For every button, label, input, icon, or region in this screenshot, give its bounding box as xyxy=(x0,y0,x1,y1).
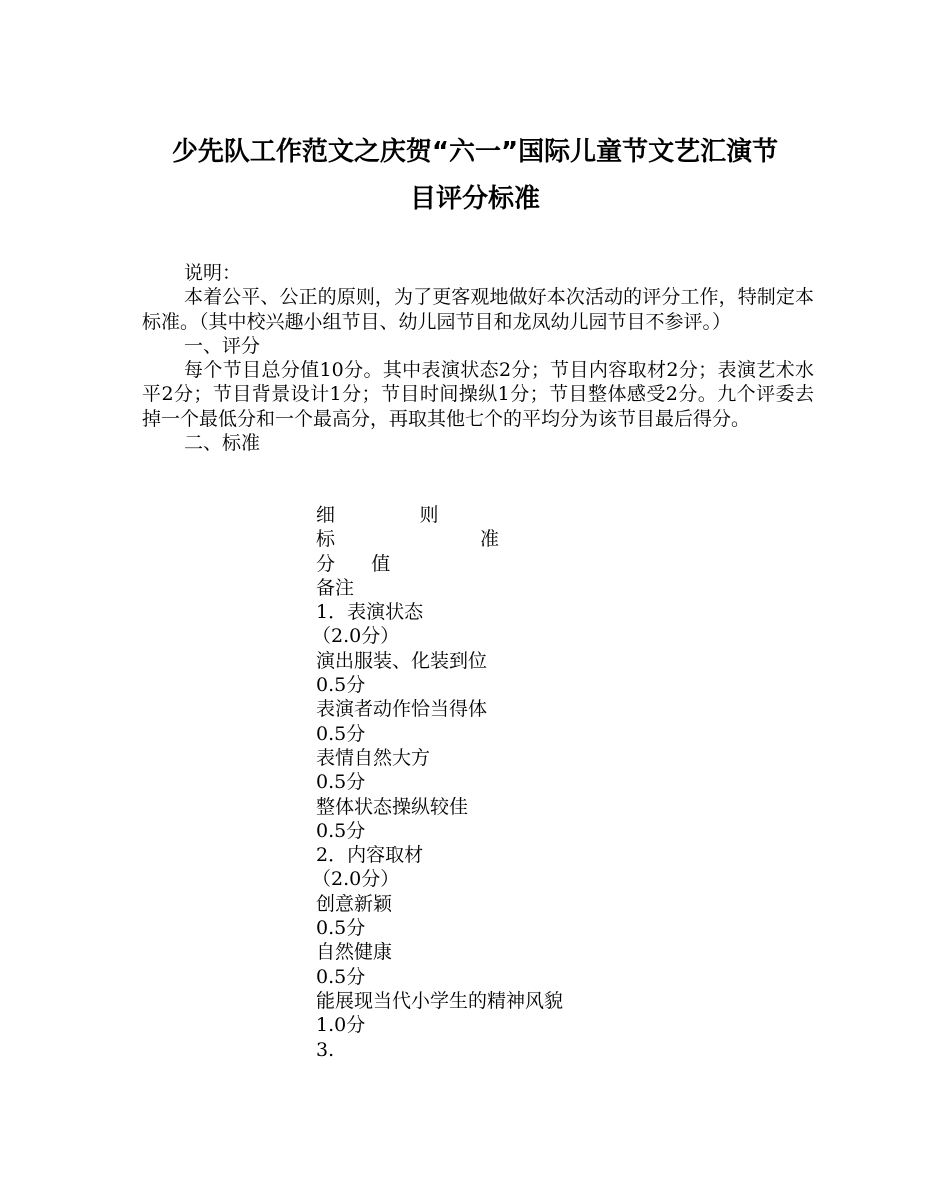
document-title-line-1: 少先队工作范文之庆贺“六一”国际儿童节文艺汇演节 xyxy=(171,137,779,167)
table-cell: 1．表演状态 xyxy=(316,601,424,624)
table-cell: 表情自然大方 xyxy=(316,746,431,769)
table-cell: 0.5分 xyxy=(316,771,366,794)
table-header-remarks: 备注 xyxy=(316,576,355,599)
table-header-score: 分 值 xyxy=(316,552,391,575)
table-cell: 整体状态操纵较佳 xyxy=(316,795,469,818)
table-cell: 创意新颖 xyxy=(316,892,393,915)
table-cell: 演出服装、化装到位 xyxy=(316,649,488,672)
table-cell: 0.5分 xyxy=(316,819,366,842)
table-cell: 1.0分 xyxy=(316,1014,366,1037)
intro-paragraph: 本着公平、公正的原则，为了更客观地做好本次活动的评分工作，特制定本标准。（其中校兴趣小组节目、幼儿园节目和龙凤幼儿园节目不参评。） xyxy=(142,286,814,333)
table-cell: 0.5分 xyxy=(316,965,366,988)
document-body xyxy=(142,261,814,455)
table-cell: 0.5分 xyxy=(316,674,366,697)
scoring-paragraph: 每个节目总分值10分。其中表演状态2分；节目内容取材2分；表演艺术水平2分；节目背景设计1分；节目时间操纵1分；节目整体感受2分。九个评委去掉一个最低分和一个最高分，再取其他七个的平均分为该节目最后得分。 xyxy=(142,359,814,430)
table-cell: 自然健康 xyxy=(316,941,393,964)
table-cell: 0.5分 xyxy=(316,917,366,940)
standards-table xyxy=(312,503,816,1062)
document-title-line-2: 目评分标准 xyxy=(409,184,540,214)
table-cell: 表演者动作恰当得体 xyxy=(316,698,488,721)
table-header-detail: 细 则 xyxy=(316,504,439,526)
table-cell: 能展现当代小学生的精神风貌 xyxy=(316,989,564,1012)
table-cell: （2.0分） xyxy=(312,625,400,648)
table-header-standard: 标 准 xyxy=(316,528,499,551)
section-heading-scoring: 一、评分 xyxy=(184,334,261,357)
section-heading-standards: 二、标准 xyxy=(184,432,261,455)
table-cell: 2．内容取材 xyxy=(316,844,424,867)
intro-heading: 说明： xyxy=(184,262,242,284)
table-cell: （2.0分） xyxy=(312,868,400,891)
table-cell: 3. xyxy=(316,1038,335,1061)
table-cell: 0.5分 xyxy=(316,722,366,745)
